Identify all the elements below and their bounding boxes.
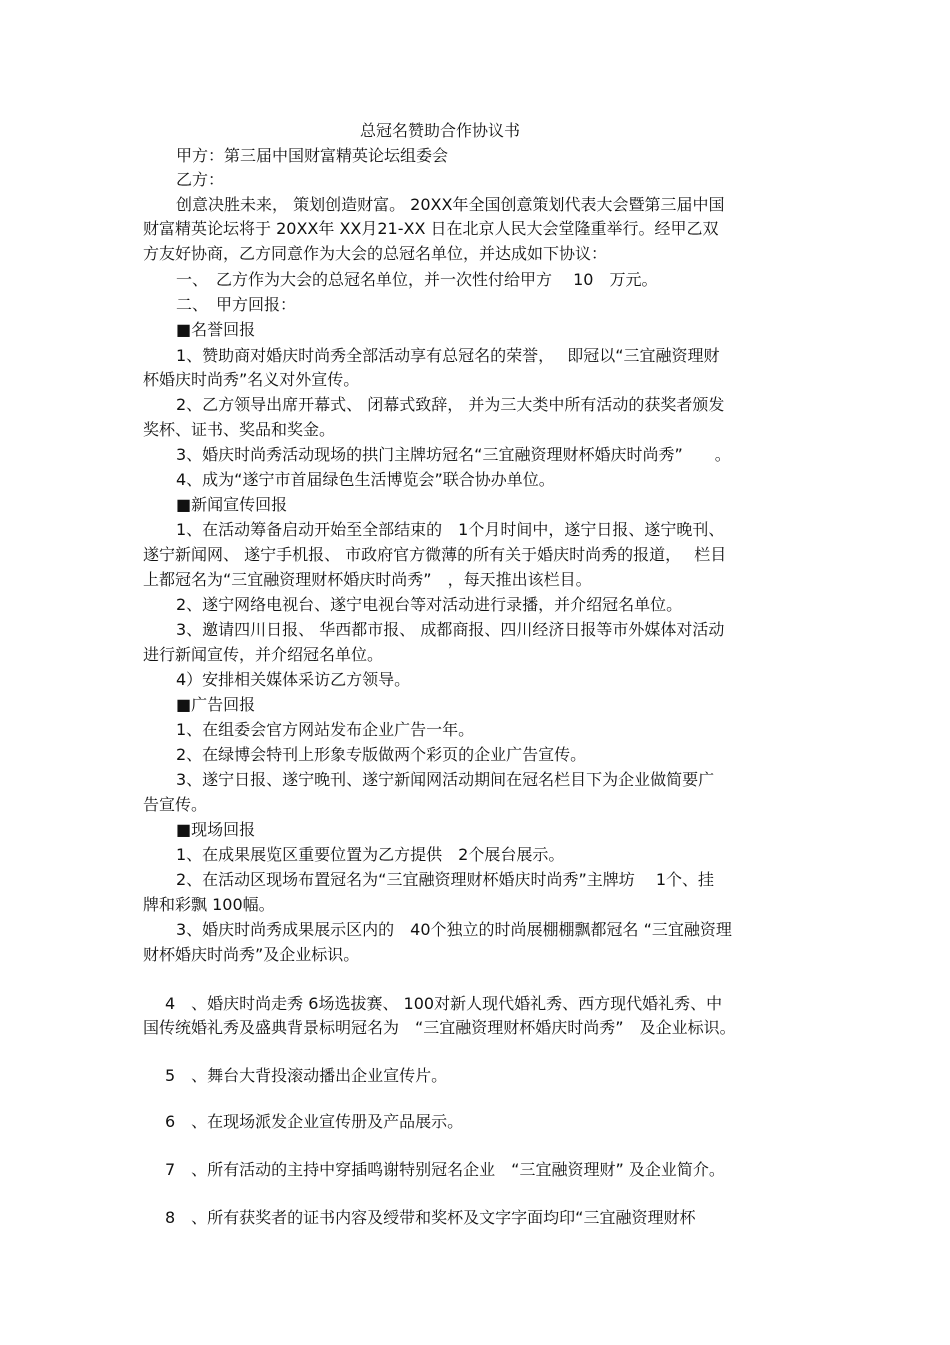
section-heading-ads: ■广告回报 <box>176 695 256 714</box>
onsite-item-8: 8 、所有获奖者的证书内容及绶带和奖杯及文字字面均印“三宜融资理财杯 <box>165 1208 696 1227</box>
news-item-1-line-3: 上都冠名为“三宜融资理财杯婚庆时尚秀” ，每天推出该栏目。 <box>143 570 592 589</box>
honor-item-2-line-1: 2、乙方领导出席开幕式、 闭幕式致辞， 并为三大类中所有活动的获奖者颁发 <box>176 395 725 414</box>
onsite-item-2-line-2: 牌和彩飘 100幅。 <box>143 895 275 914</box>
document-title: 总冠名赞助合作协议书 <box>360 121 521 140</box>
onsite-item-6: 6 、在现场派发企业宣传册及产品展示。 <box>165 1112 464 1131</box>
onsite-item-3-line-2: 财杯婚庆时尚秀”及企业标识。 <box>143 945 360 964</box>
news-item-3-line-1: 3、邀请四川日报、 华西都市报、 成都商报、四川经济日报等市外媒体对活动 <box>176 620 725 639</box>
news-item-2: 2、遂宁网络电视台、遂宁电视台等对活动进行录播，并介绍冠名单位。 <box>176 595 683 614</box>
clause-one: 一、 乙方作为大会的总冠名单位，并一次性付给甲方 10 万元。 <box>176 270 658 289</box>
ads-item-2: 2、在绿博会特刊上形象专版做两个彩页的企业广告宣传。 <box>176 745 587 764</box>
onsite-item-7: 7 、所有活动的主持中穿插鸣谢特别冠名企业 “三宜融资理财” 及企业简介。 <box>165 1160 725 1179</box>
ads-item-1: 1、在组委会官方网站发布企业广告一年。 <box>176 720 475 739</box>
onsite-item-2-line-1: 2、在活动区现场布置冠名为“三宜融资理财杯婚庆时尚秀”主牌坊 1个、挂 <box>176 870 715 889</box>
news-item-1-line-1: 1、在活动筹备启动开始至全部结束的 1个月时间中，遂宁日报、遂宁晚刊、 <box>176 520 725 539</box>
onsite-item-4-line-2: 国传统婚礼秀及盛典背景标明冠名为 “三宜融资理财杯婚庆时尚秀” 及企业标识。 <box>143 1018 736 1037</box>
ads-item-3-line-1: 3、遂宁日报、遂宁晚刊、遂宁新闻网活动期间在冠名栏目下为企业做简要广 <box>176 770 715 789</box>
news-item-1-line-2: 遂宁新闻网、 遂宁手机报、 市政府官方微薄的所有关于婚庆时尚秀的报道， 栏目 <box>143 545 727 564</box>
onsite-item-1: 1、在成果展览区重要位置为乙方提供 2个展台展示。 <box>176 845 565 864</box>
honor-item-1-line-1: 1、赞助商对婚庆时尚秀全部活动享有总冠名的荣誉， 即冠以“三宜融资理财 <box>176 346 720 365</box>
onsite-item-3-line-1: 3、婚庆时尚秀成果展示区内的 40个独立的时尚展棚棚飘都冠名 “三宜融资理 <box>176 920 732 939</box>
section-heading-news: ■新闻宣传回报 <box>176 495 288 514</box>
clause-two: 二、 甲方回报： <box>176 295 297 314</box>
section-heading-onsite: ■现场回报 <box>176 820 256 839</box>
party-a-line: 甲方：第三届中国财富精英论坛组委会 <box>176 146 449 165</box>
honor-item-4: 4、成为“遂宁市首届绿色生活博览会”联合协办单位。 <box>176 470 555 489</box>
honor-item-3: 3、婚庆时尚秀活动现场的拱门主牌坊冠名“三宜融资理财杯婚庆时尚秀” 。 <box>176 445 731 464</box>
honor-item-1-line-2: 杯婚庆时尚秀”名义对外宣传。 <box>143 370 360 389</box>
onsite-item-4-line-1: 4 、婚庆时尚走秀 6场选拔赛、 100对新人现代婚礼秀、西方现代婚礼秀、中 <box>165 994 723 1013</box>
intro-line-1: 创意决胜未来， 策划创造财富。 20XX年全国创意策划代表大会暨第三届中国 <box>176 195 725 214</box>
ads-item-3-line-2: 告宣传。 <box>143 795 208 814</box>
section-heading-honor: ■名誉回报 <box>176 320 256 339</box>
honor-item-2-line-2: 奖杯、证书、奖品和奖金。 <box>143 420 336 439</box>
news-item-4: 4）安排相关媒体采访乙方领导。 <box>176 670 411 689</box>
party-b-line: 乙方： <box>176 170 225 189</box>
news-item-3-line-2: 进行新闻宣传，并介绍冠名单位。 <box>143 645 384 664</box>
onsite-item-5: 5 、舞台大背投滚动播出企业宣传片。 <box>165 1066 448 1085</box>
intro-line-3: 方友好协商，乙方同意作为大会的总冠名单位，并达成如下协议： <box>143 244 608 263</box>
intro-line-2: 财富精英论坛将于 20XX年 XX月21-XX 日在北京人民大会堂隆重举行。经甲乙双 <box>143 219 719 238</box>
